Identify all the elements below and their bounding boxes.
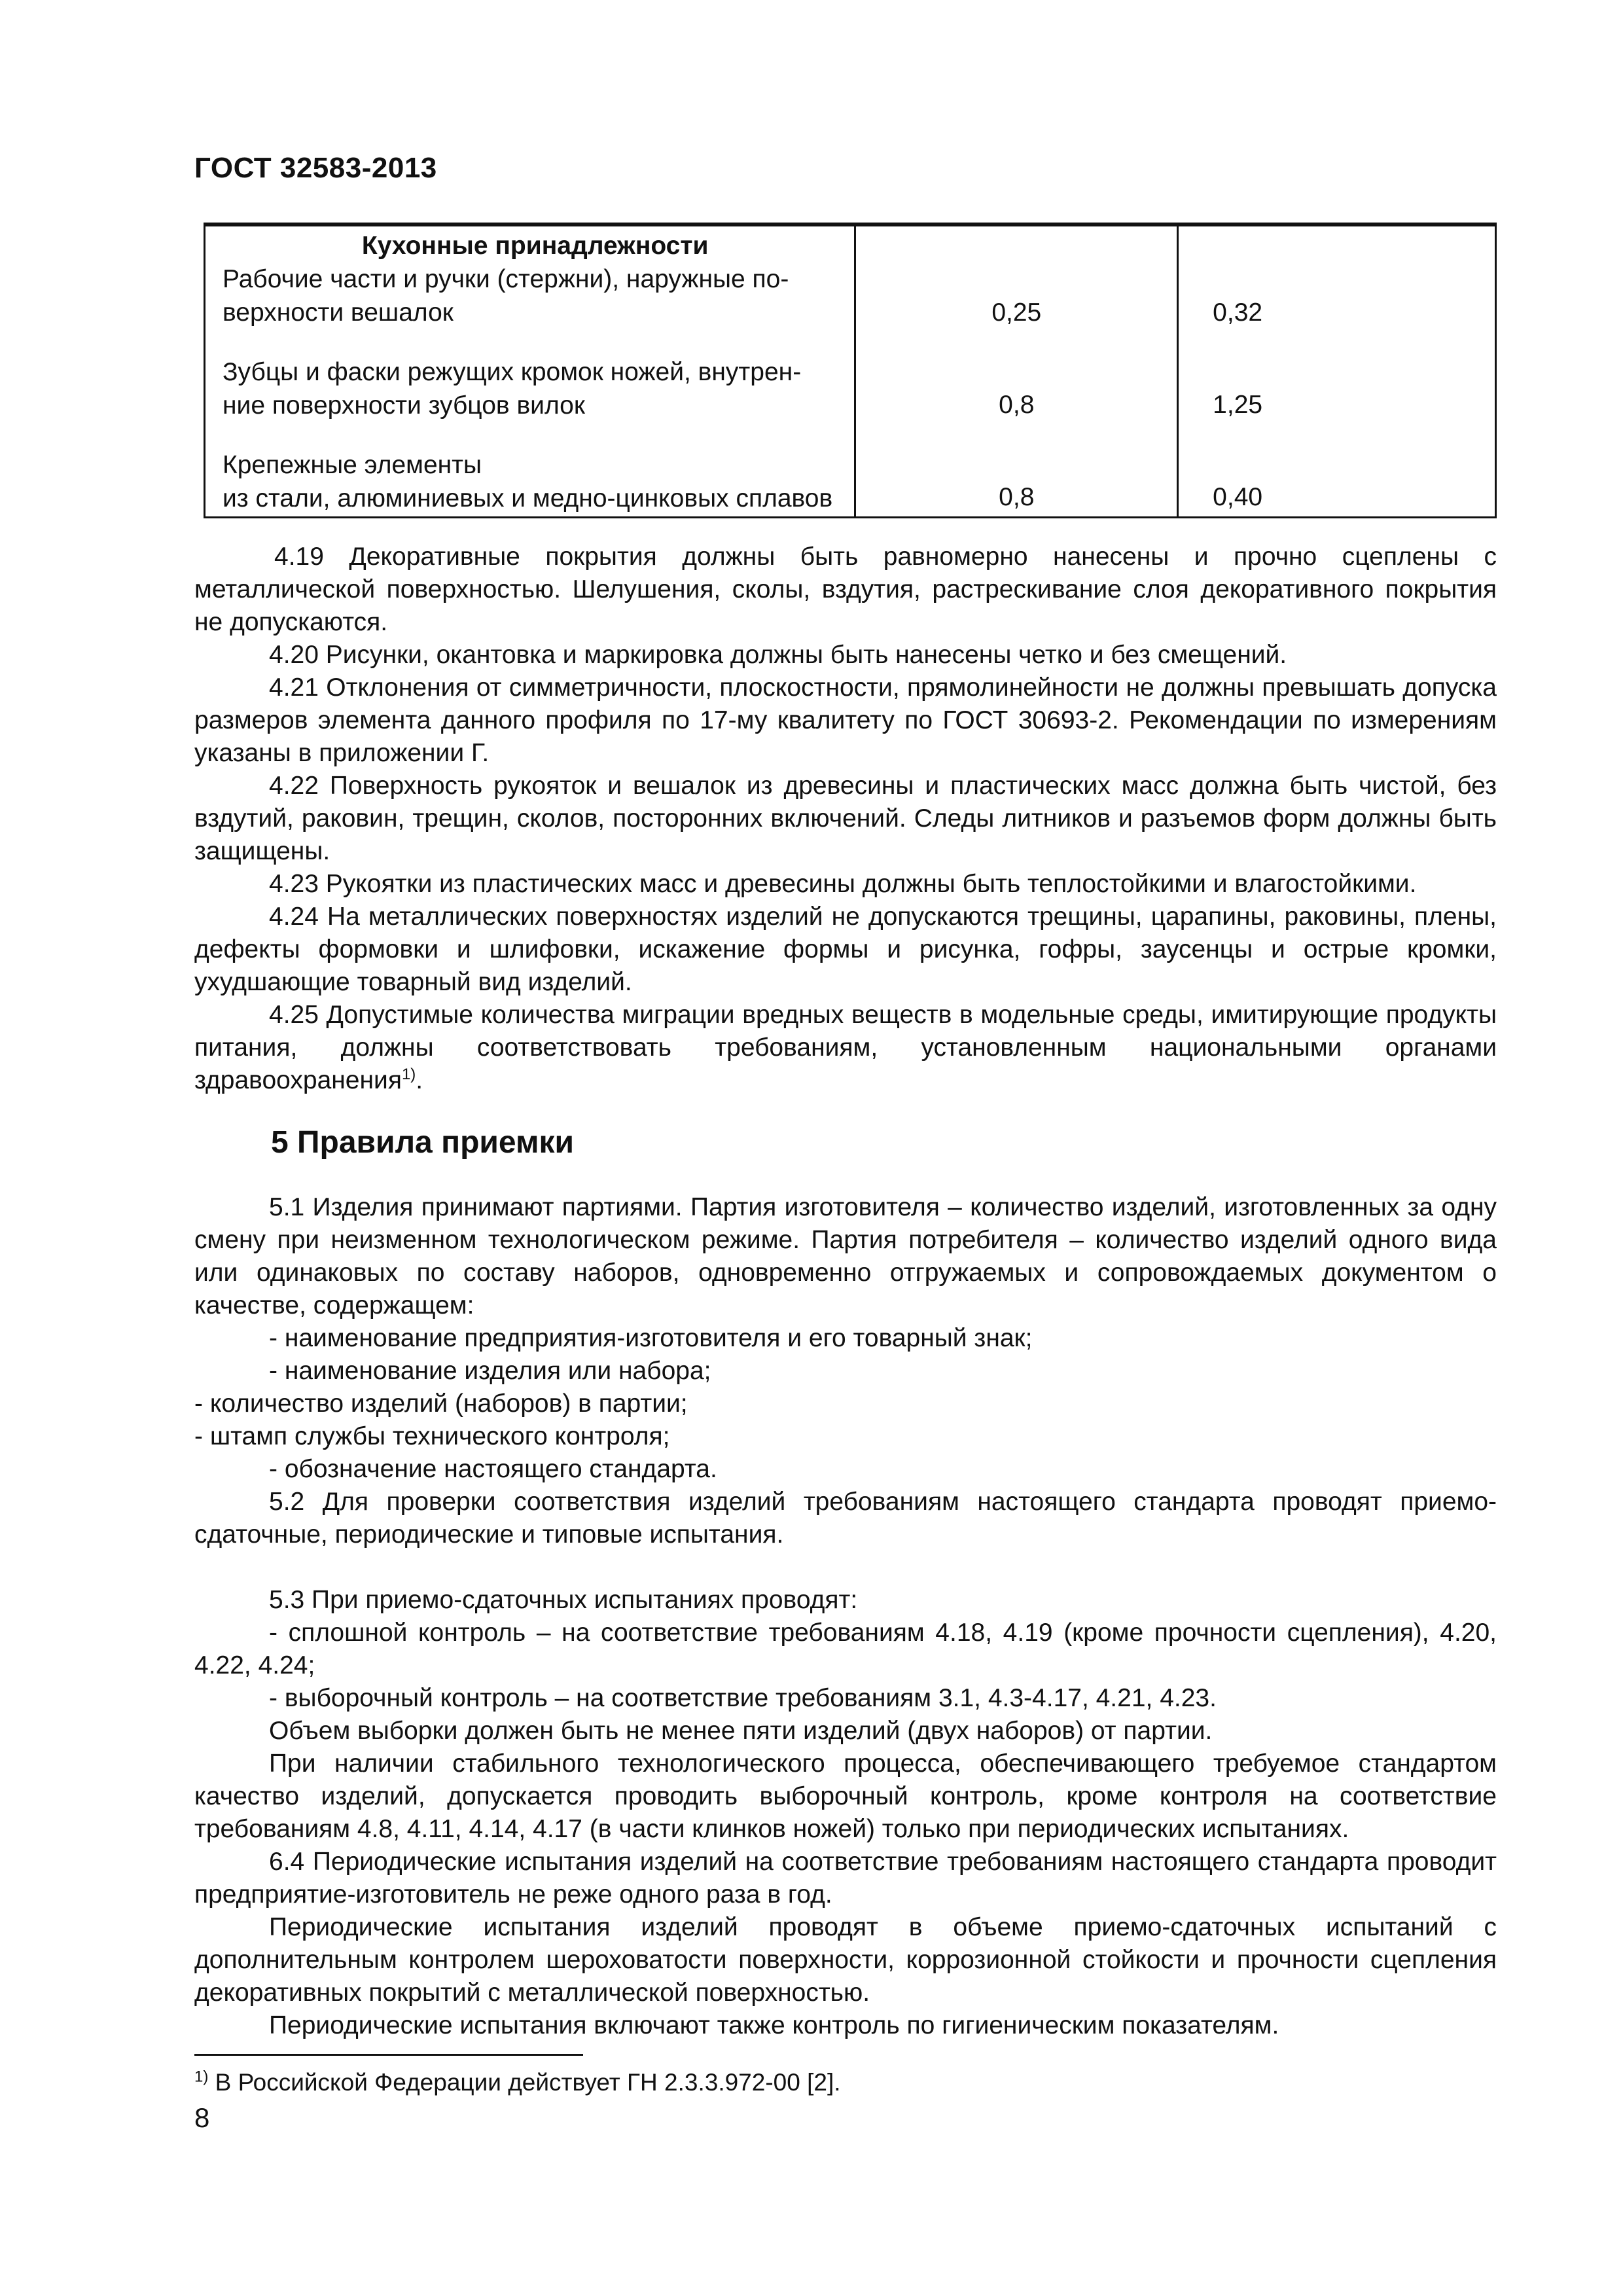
table-row-text: Рабочие части и ручки (стержни), наружные по- — [223, 265, 789, 293]
list-item: - выборочный контроль – на соответствие требованиям 3.1, 4.3-4.17, 4.21, 4.23. — [269, 1684, 1217, 1712]
paragraph-4-19: 4.19 Декоративные покрытия должны быть равномерно нанесены и прочно сцеплены с металлической поверхностью. Шелушения, сколы, вздутия, растрескивание слоя декоративного покрытия не допускаются. — [194, 543, 1497, 636]
table-row-text: ние поверхности зубцов вилок — [223, 391, 585, 420]
table-cell-description — [205, 224, 855, 518]
paragraph-6-4-scope: Периодические испытания изделий проводят в объеме приемо-сдаточных испытаний с дополнительным контролем шероховатости поверхности, коррозионной стойкости и прочности сцепления декоративных покрытий с металлической поверхностью. — [194, 1913, 1497, 2007]
table-value: 0,25 — [991, 298, 1042, 327]
paragraph-4-22: 4.22 Поверхность рукояток и вешалок из древесины и пластических масс должна быть чистой, без вздутий, раковин, трещин, сколов, посторонних включений. Следы литников и разъемов форм должны быть защищены. — [194, 772, 1497, 865]
body-text — [194, 541, 1497, 2042]
table-cell-value-2 — [1178, 224, 1496, 518]
paragraph-6-4: 6.4 Периодические испытания изделий на соответствие требованиям настоящего стандарта проводит предприятие-изготовитель не реже одного раза в год. — [194, 1848, 1497, 1909]
table-row-text: Зубцы и фаски режущих кромок ножей, внутрен- — [223, 358, 802, 386]
paragraph-5-3-sample: Объем выборки должен быть не менее пяти изделий (двух наборов) от партии. — [269, 1717, 1213, 1745]
list-item: - наименование предприятия-изготовителя и его товарный знак; — [269, 1324, 1033, 1352]
table-group-title: Кухонные принадлежности — [361, 232, 709, 260]
footnote-mark: 1) — [194, 2068, 209, 2086]
table-cell-value-1 — [855, 224, 1178, 518]
paragraph-4-21: 4.21 Отклонения от симметричности, плоскостности, прямолинейности не должны превышать допуска размеров элемента данного профиля по 17-му квалитету по ГОСТ 30693-2. Рекомендации по измерениям указаны в приложении Г. — [194, 673, 1497, 767]
table-value: 0,8 — [999, 391, 1035, 419]
footnote — [194, 2067, 841, 2098]
table-value: 0,8 — [999, 483, 1035, 511]
list-item: - сплошной контроль – на соответствие требованиям 4.18, 4.19 (кроме прочности сцепления), 4.20, 4.22, 4.24; — [194, 1619, 1497, 1679]
list-item: - штамп службы технического контроля; — [194, 1422, 670, 1450]
table-value: 1,25 — [1213, 391, 1263, 419]
paragraph-5-3: 5.3 При приемо-сдаточных испытаниях проводят: — [269, 1586, 858, 1614]
footnote-divider — [194, 2054, 583, 2056]
list-item: - количество изделий (наборов) в партии; — [194, 1390, 688, 1418]
paragraph-5-1: 5.1 Изделия принимают партиями. Партия изготовителя – количество изделий, изготовленных за одну смену при неизменном технологическом режиме. Партия потребителя – количество изделий одного вида или одинаковых по составу наборов, одновременно отгружаемых и сопровождаемых документом о качестве, содержащем: — [194, 1193, 1497, 1319]
table-row-text: верхности вешалок — [223, 298, 454, 327]
list-item: - наименование изделия или набора; — [269, 1357, 711, 1385]
footnote-text: В Российской Федерации действует ГН 2.3.3.972-00 [2]. — [208, 2069, 841, 2096]
section-title: 5 Правила приемки — [271, 1125, 575, 1160]
table-value: 0,40 — [1213, 483, 1263, 511]
footnote-ref: 1) — [401, 1066, 416, 1083]
table-row-text: из стали, алюминиевых и медно-цинковых сплавов — [223, 484, 833, 512]
paragraph-4-25-end: . — [416, 1066, 423, 1094]
paragraph-4-25 — [194, 999, 1497, 1097]
paragraph-4-24: 4.24 На металлических поверхностях изделий не допускаются трещины, царапины, раковины, плены, дефекты формовки и шлифовки, искажение формы и рисунка, гофры, заусенцы и острые кромки, ухудшающие товарный вид изделий. — [194, 903, 1497, 996]
table-row-text: Крепежные элементы — [223, 451, 482, 479]
paragraph-4-25-text: 4.25 Допустимые количества миграции вредных веществ в модельные среды, имитирующие продукты питания, должны соответствовать требованиям, установленным национальными органами здравоохранения — [194, 1001, 1497, 1094]
table-row — [205, 224, 1496, 518]
paragraph-5-2: 5.2 Для проверки соответствия изделий требованиям настоящего стандарта проводят приемо-сдаточные, периодические и типовые испытания. — [194, 1488, 1497, 1549]
paragraph-4-20: 4.20 Рисунки, окантовка и маркировка должны быть нанесены четко и без смещений. — [269, 641, 1287, 669]
paragraph-4-23: 4.23 Рукоятки из пластических масс и древесины должны быть теплостойкими и влагостойкими. — [269, 870, 1417, 898]
list-item: - обозначение настоящего стандарта. — [269, 1455, 717, 1483]
paragraph-5-3-note: При наличии стабильного технологического процесса, обеспечивающего требуемое стандартом качество изделий, допускается проводить выборочный контроль, кроме контроля на соответствие требованиям 4.8, 4.11, 4.14, 4.17 (в части клинков ножей) только при периодических испытаниях. — [194, 1749, 1497, 1843]
paragraph-6-4-hygiene: Периодические испытания включают также контроль по гигиеническим показателям. — [269, 2011, 1279, 2039]
spec-table — [204, 223, 1497, 518]
document-header: ГОСТ 32583-2013 — [194, 152, 437, 184]
page-number: 8 — [194, 2102, 210, 2133]
table-value: 0,32 — [1213, 298, 1263, 327]
